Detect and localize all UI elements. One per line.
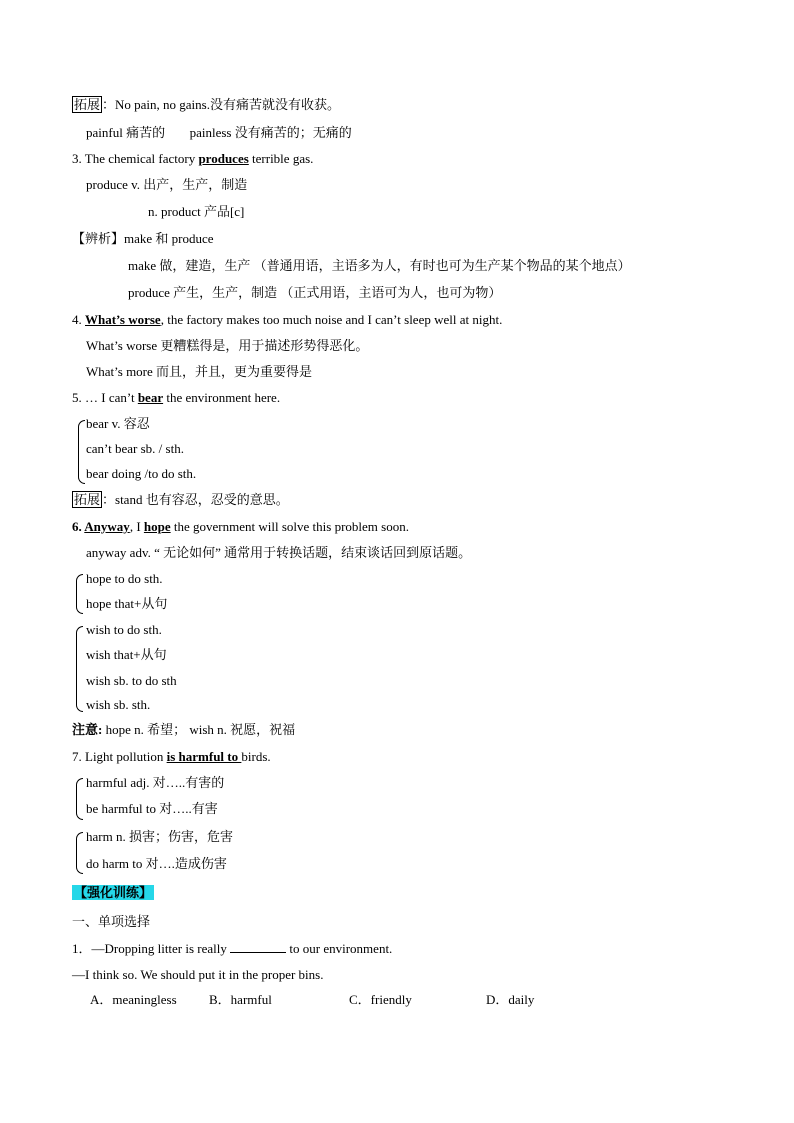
item-6-suffix: the government will solve this problem soon.: [170, 519, 409, 534]
item-5-suffix: the environment here.: [163, 390, 281, 405]
note-text: hope n. 希望； wish n. 祝愿，祝福: [102, 722, 296, 737]
harm-brace: [76, 832, 83, 874]
whats-more-line: What’s more 而且，并且，更为重要得是: [86, 364, 313, 379]
wish-item-4: wish sb. sth.: [86, 697, 151, 712]
item-5: [72, 390, 280, 406]
item-7: [72, 749, 271, 765]
question-text-before: —Dropping litter is really: [91, 941, 231, 956]
whats-worse-line: What’s worse 更糟糕得是，用于描述形势得恶化。: [86, 338, 369, 353]
option-c: C．friendly: [349, 992, 412, 1007]
painless-text: painless 没有痛苦的；无痛的: [189, 125, 352, 140]
extension-text: ：No pain, no gains.没有痛苦就没有收获。: [102, 97, 340, 112]
item-5-prefix: 5. … I can’t: [72, 390, 138, 405]
item-6-number: 6.: [72, 519, 85, 534]
item-4: [72, 312, 502, 328]
item-6-keyword-1: Anyway: [84, 519, 130, 534]
wish-item-1: wish to do sth.: [86, 622, 162, 637]
hope-brace: [76, 574, 83, 614]
harmful-brace: [76, 778, 83, 820]
note-label: 注意:: [72, 722, 103, 737]
bear-brace: [78, 420, 85, 484]
bear-item-2: can’t bear sb. / sth.: [86, 441, 184, 456]
item-7-prefix: 7. Light pollution: [72, 749, 167, 764]
item-3-suffix: terrible gas.: [248, 151, 314, 166]
extension-note-2: [72, 492, 289, 508]
option-a: A．meaningless: [90, 992, 177, 1007]
question-1: [72, 941, 392, 957]
harm-item-1: harm n. 损害；伤害，危害: [86, 829, 233, 844]
training-heading: [72, 883, 154, 903]
training-label: 【强化训练】: [74, 885, 153, 900]
extension-note-1: [72, 97, 340, 113]
item-3-keyword: produces: [198, 151, 249, 166]
item-6-keyword-2: hope: [143, 519, 171, 534]
make-definition: make 做，建造，生产 （普通用语，主语多为人，有时也可为生产某个物品的某个地点）: [128, 258, 631, 273]
produce-definition: produce 产生，生产，制造 （正式用语，主语可为人，也可为物）: [128, 285, 502, 300]
anyway-line: anyway adv. “ 无论如何” 通常用于转换话题，结束谈话回到原话题。: [86, 545, 472, 560]
option-d: D．daily: [486, 992, 535, 1007]
bianxi-heading: [72, 231, 214, 247]
painful-line: [86, 125, 352, 141]
item-5-keyword: bear: [137, 390, 164, 405]
harm-item-2: do harm to 对….造成伤害: [86, 856, 227, 871]
item-7-suffix: birds.: [241, 749, 271, 764]
wish-item-3: wish sb. to do sth: [86, 673, 177, 688]
question-1-reply: —I think so. We should put it in the proper bins.: [72, 967, 324, 982]
harmful-item-1: harmful adj. 对…..有害的: [86, 775, 225, 790]
product-noun: n. product 产品[c]: [148, 204, 245, 219]
item-3: [72, 151, 313, 167]
produce-verb: produce v. 出产，生产，制造: [86, 177, 248, 192]
item-4-suffix: , the factory makes too much noise and I can’t sleep well at night.: [160, 312, 503, 327]
note-line: [72, 722, 295, 738]
item-3-prefix: 3. The chemical factory: [72, 151, 199, 166]
item-4-keyword: What’s worse: [85, 312, 161, 327]
bear-item-1: bear v. 容忍: [86, 416, 150, 431]
harmful-item-2: be harmful to 对…..有害: [86, 801, 218, 816]
item-6: [72, 519, 409, 535]
item-7-keyword: is harmful to: [166, 749, 242, 764]
item-6-mid: , I: [129, 519, 144, 534]
section-heading: 一、单项选择: [72, 914, 151, 929]
wish-item-2: wish that+从句: [86, 647, 167, 662]
answer-blank: [230, 941, 286, 953]
bianxi-text: make 和 produce: [124, 231, 214, 246]
bear-item-3: bear doing /to do sth.: [86, 466, 197, 481]
question-number: 1．: [72, 941, 92, 956]
painful-text: painful 痛苦的: [86, 125, 166, 140]
question-text-after: to our environment.: [286, 941, 393, 956]
extension-label: 拓展: [74, 97, 101, 112]
hope-item-1: hope to do sth.: [86, 571, 163, 586]
hope-item-2: hope that+从句: [86, 596, 168, 611]
extension-text: ：stand 也有容忍，忍受的意思。: [102, 492, 289, 507]
option-b: B．harmful: [209, 992, 272, 1007]
bianxi-label: 【辨析】: [72, 231, 125, 246]
wish-brace: [76, 626, 83, 712]
item-4-prefix: 4.: [72, 312, 85, 327]
extension-label: 拓展: [74, 492, 101, 507]
